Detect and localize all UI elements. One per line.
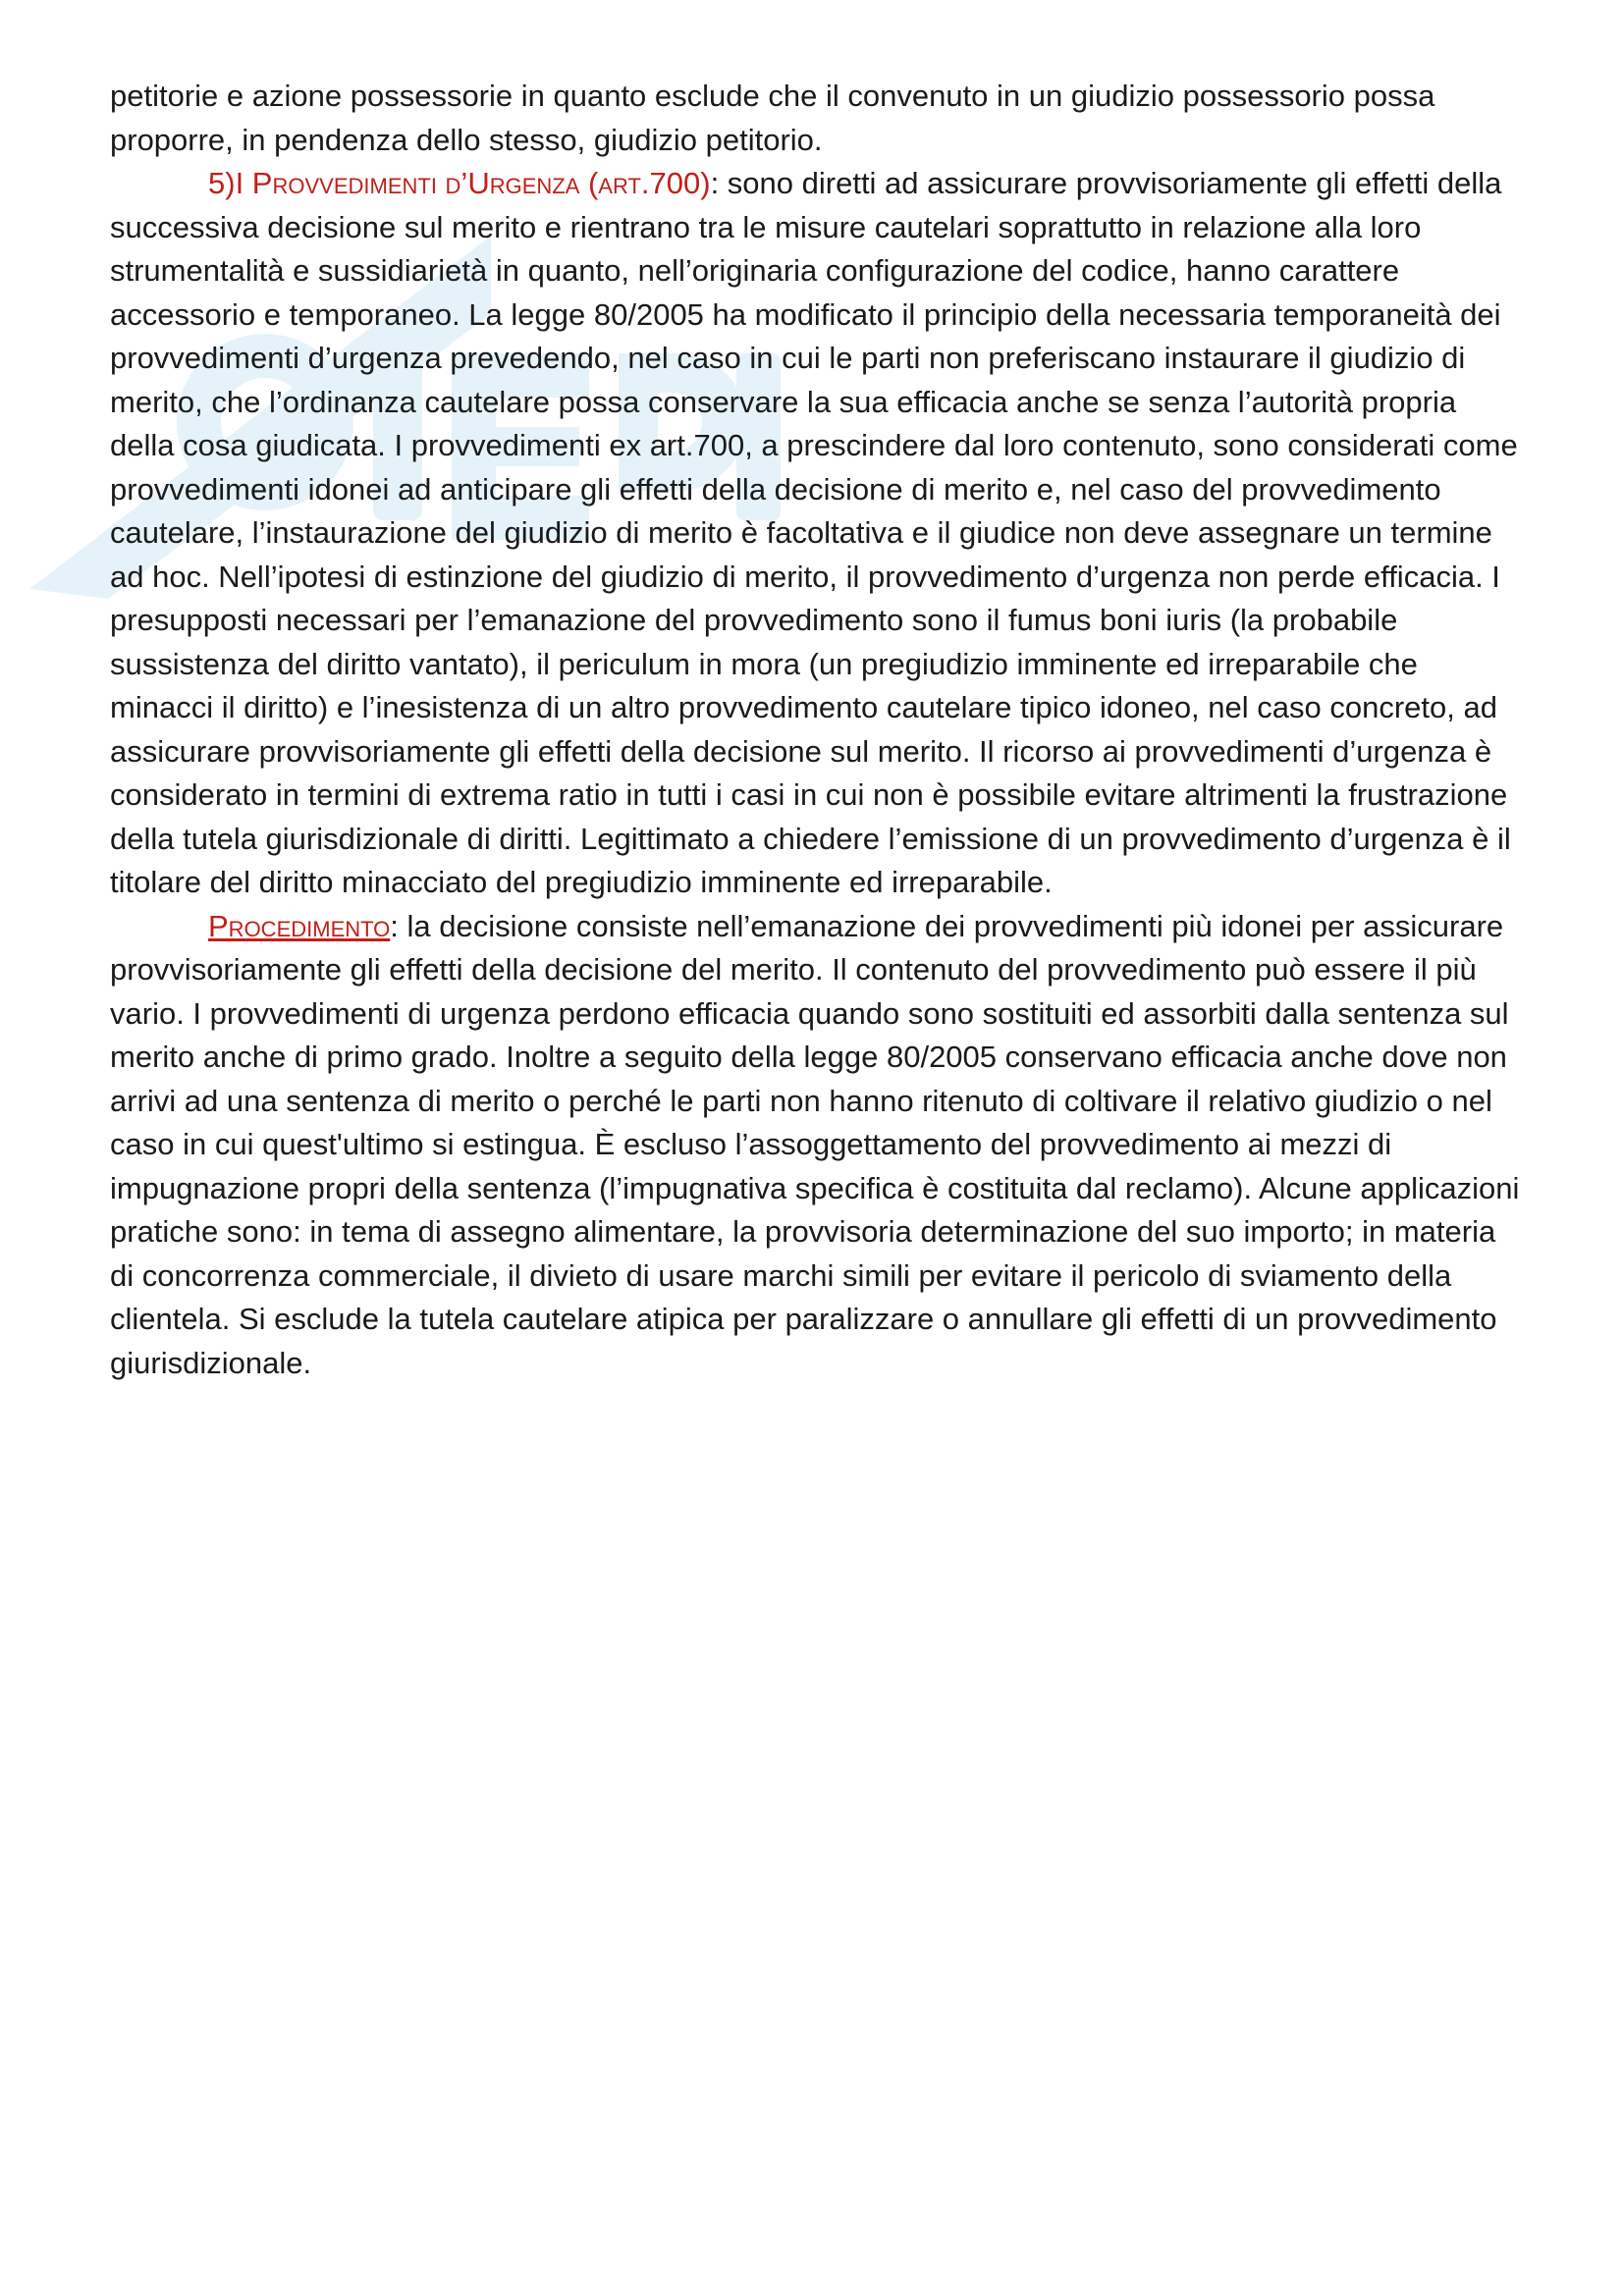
intro-paragraph: petitorie e azione possessorie in quanto esclude che il convenuto in un giudizio possessorio possa proporre, in pendenza dello stesso, giudizio petitorio. [110, 79, 1435, 157]
document-body [110, 75, 1524, 1385]
section-procedimento [110, 905, 1524, 1386]
section-heading-provvedimenti-urgenza: 5)I Provvedimenti d’Urgenza (art.700) [208, 166, 711, 200]
section-body-provvedimenti-urgenza: : sono diretti ad assicurare provvisoriamente gli effetti della successiva decisione sul merito e rientrano tra le misure cautelari soprattutto in relazione alla loro strumentalità e sussidiarietà in quanto, nell’originaria configurazione del codice, hanno carattere accessorio e temporaneo. La legge 80/2005 ha modificato il principio della necessaria temporaneità dei provvedimenti d’urgenza prevedendo, nel caso in cui le parti non preferiscano instaurare il giudizio di merito, che l’ordinanza cautelare possa conservare la sua efficacia anche se senza l’autorità propria della cosa giudicata. I provvedimenti ex art.700, a prescindere dal loro contenuto, sono considerati come provvedimenti idonei ad anticipare gli effetti della decisione di merito e, nel caso del provvedimento cautelare, l’instaurazione del giudizio di merito è facoltativa e il giudice non deve assegnare un termine ad hoc. Nell’ipotesi di estinzione del giudizio di merito, il provvedimento d’urgenza non perde efficacia. I presupposti necessari per l’emanazione del provvedimento sono il fumus boni iuris (la probabile sussistenza del diritto vantato), il periculum in mora (un pregiudizio imminente ed irreparabile che minacci il diritto) e l’inesistenza di un altro provvedimento cautelare tipico idoneo, nel caso concreto, ad assicurare provvisoriamente gli effetti della decisione sul merito. Il ricorso ai provvedimenti d’urgenza è considerato in termini di extrema ratio in tutti i casi in cui non è possibile evitare altrimenti la frustrazione della tutela giurisdizionale di diritti. Legittimato a chiedere l’emissione di un provvedimento d’urgenza è il titolare del diritto minacciato del pregiudizio imminente ed irreparabile. [110, 166, 1518, 899]
section-heading-procedimento: Procedimento [208, 908, 391, 943]
section-body-procedimento: : la decisione consiste nell’emanazione dei provvedimenti più idonei per assicurare provvisoriamente gli effetti della decisione del merito. Il contenuto del provvedimento può essere il più vario. I provvedimenti di urgenza perdono efficacia quando sono sostituiti ed assorbiti dalla sentenza sul merito anche di primo grado. Inoltre a seguito della legge 80/2005 conservano efficacia anche dove non arrivi ad una sentenza di merito o perché le parti non hanno ritenuto di coltivare il relativo giudizio o nel caso in cui quest'ultimo si estingua. È escluso l’assoggettamento del provvedimento ai mezzi di impugnazione propri della sentenza (l’impugnativa specifica è costituita dal reclamo). Alcune applicazioni pratiche sono: in tema di assegno alimentare, la provvisoria determinazione del suo importo; in materia di concorrenza commerciale, il divieto di usare marchi simili per evitare il pericolo di sviamento della clientela. Si esclude la tutela cautelare atipica per paralizzare o annullare gli effetti di un provvedimento giurisdizionale. [110, 908, 1520, 1380]
section-provvedimenti-urgenza [110, 162, 1524, 905]
